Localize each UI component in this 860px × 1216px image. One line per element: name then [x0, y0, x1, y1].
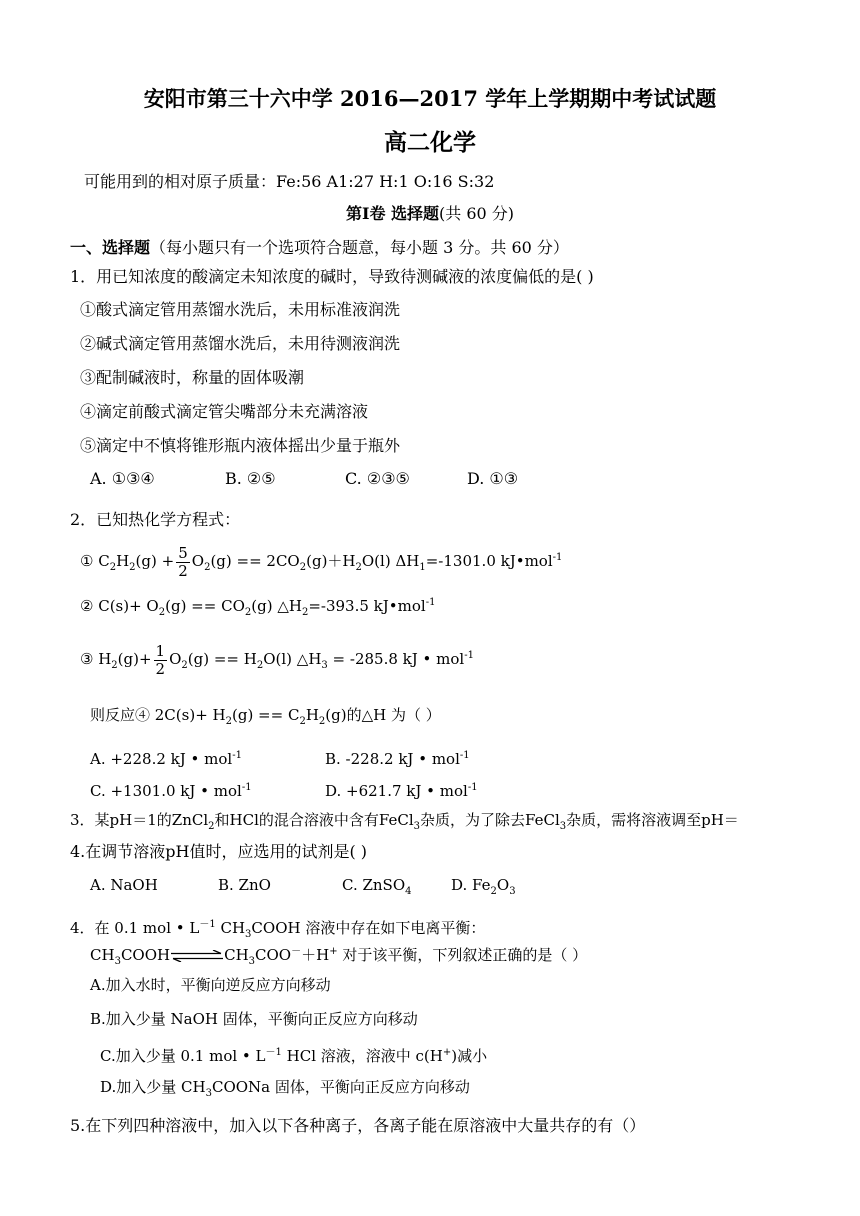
q1-option-a: A. ①③④	[90, 469, 155, 488]
eq1-sub: 1	[419, 562, 426, 573]
q3-option-c	[342, 875, 412, 902]
q2-equation-3	[80, 638, 474, 684]
q5-stem: 5.在下列四种溶液中，加入以下各种离子，各离子能在原溶液中大量共存的有（）	[70, 1116, 646, 1135]
option-sub: 3	[509, 886, 516, 897]
option-sup: -1	[241, 782, 252, 793]
q4-eq-text: COO	[255, 946, 292, 964]
q1-option-b: B. ②⑤	[225, 469, 276, 488]
eq3-text: = -285.8 kJ • mol	[327, 650, 465, 668]
option-text: COONa 固体，平衡向正反应方向移动	[211, 1078, 470, 1096]
eq1-text: (g) == 2CO	[210, 552, 300, 570]
q3-line-1	[70, 810, 739, 837]
option-text: D.加入少量 CH	[100, 1078, 206, 1096]
q3-option-d	[451, 875, 516, 902]
q4-sup: －1	[199, 919, 216, 930]
eq1-text: ① C	[80, 552, 110, 570]
reaction4-sub: 2	[225, 716, 232, 727]
eq1-text: (g) +	[135, 552, 175, 570]
eq3-sub: 2	[181, 660, 188, 671]
reaction4-text: 则反应④ 2C(s)+ H	[90, 706, 226, 724]
q2-option-b	[325, 746, 470, 769]
q1-item-4: ④滴定前酸式滴定管尖嘴部分未充满溶液	[80, 402, 369, 421]
q1-option-d: D. ①③	[467, 469, 519, 488]
option-text: C. +1301.0 kJ • mol	[90, 782, 242, 800]
option-text: D. Fe	[451, 876, 491, 894]
q1-item-3: ③配制碱液时，称量的固体吸潮	[80, 368, 305, 387]
q3-option-b: B. ZnO	[218, 876, 271, 894]
eq2-text: (g) △H	[251, 597, 302, 615]
option-sup: －1	[265, 1047, 282, 1058]
q4-option-c	[100, 1043, 487, 1066]
q4-option-d	[100, 1077, 470, 1104]
eq1-sub: 2	[129, 562, 136, 573]
q3-text: 杂质，为了除去FeCl	[420, 811, 560, 829]
eq1-sub: 2	[299, 562, 307, 573]
reaction4-sub: 2	[318, 716, 326, 727]
q4-text: 4．在 0.1 mol • L	[70, 919, 200, 937]
eq2-sub: 2	[244, 607, 252, 618]
q2-equation-1	[80, 540, 562, 586]
eq1-text: H	[116, 552, 130, 570]
reaction4-text: (g)的△H 为（ ）	[325, 706, 441, 724]
part1-instructions: （每小题只有一个选项符合题意，每小题 3 分。共 60 分）	[150, 238, 569, 257]
q4-eq-sup: －	[291, 946, 302, 957]
q4-eq-text: CH	[90, 946, 115, 964]
subject-title: 高二化学	[384, 129, 476, 156]
eq3-text: (g)+	[117, 650, 152, 668]
eq3-text: O	[169, 650, 182, 668]
q1-stem: 1．用已知浓度的酸滴定未知浓度的碱时，导致待测碱液的浓度偏低的是( )	[70, 267, 594, 286]
eq3-sub: 2	[111, 660, 118, 671]
fraction-denominator: 2	[155, 659, 166, 678]
exam-title: 安阳市第三十六中学 2016—2017 学年上学期期中考试试题	[143, 86, 717, 111]
section-title: 第Ⅰ卷 选择题	[345, 204, 440, 223]
eq1-text: O(l) ΔH	[361, 552, 420, 570]
eq1-sup: -1	[552, 552, 563, 563]
q4-eq-sup: +	[329, 946, 338, 957]
q4-eq-text: CH	[224, 946, 249, 964]
fraction-numerator: 1	[155, 641, 166, 660]
equilibrium-arrow-icon	[171, 950, 223, 962]
fraction-numerator: 5	[178, 543, 188, 562]
q2-equation-2	[80, 593, 435, 623]
q4-eq-text: COOH	[120, 946, 171, 964]
eq3-text: (g) == H	[187, 650, 257, 668]
option-sub: 3	[205, 1088, 212, 1099]
q1-item-1: ①酸式滴定管用蒸馏水洗后，未用标准液润洗	[80, 300, 401, 319]
section-points: (共 60 分)	[439, 204, 515, 223]
q3-text: 3．某pH＝1的ZnCl	[70, 811, 209, 829]
q3-sub: 3	[559, 821, 567, 832]
eq2-text: ② C(s)+ O	[80, 597, 159, 615]
q3-text: 和HCl的混合溶液中含有FeCl	[214, 811, 414, 829]
option-text: D. +621.7 kJ • mol	[325, 782, 468, 800]
q3-line-2: 4.在调节溶液pH值时，应选用的试剂是( )	[70, 842, 368, 861]
eq1-fraction	[176, 545, 190, 580]
option-sub: 4	[405, 886, 412, 897]
eq3-sup: -1	[464, 650, 474, 661]
option-text: A. +228.2 kJ • mol	[90, 750, 233, 768]
eq1-text: =-1301.0 kJ•mol	[425, 552, 553, 570]
q4-eq-sub: 3	[248, 956, 256, 967]
q2-reaction-4	[90, 705, 441, 732]
option-text: )减小	[451, 1047, 488, 1065]
option-text: C. ZnSO	[342, 876, 406, 894]
eq2-sub: 2	[301, 607, 309, 618]
option-sup: -1	[459, 750, 470, 761]
eq1-sub: 2	[204, 562, 211, 573]
option-text: B. -228.2 kJ • mol	[325, 750, 460, 768]
q2-option-d	[325, 778, 478, 801]
q4-text: COOH 溶液中存在如下电离平衡：	[251, 919, 486, 937]
atomic-masses-line: 可能用到的相对原子质量：Fe:56 A1:27 H:1 O:16 S:32	[84, 172, 495, 191]
q1-item-5: ⑤滴定中不慎将锥形瓶内液体摇出少量于瓶外	[80, 436, 401, 455]
q1-item-2: ②碱式滴定管用蒸馏水洗后，未用待测液润洗	[80, 334, 401, 353]
eq2-sub: 2	[158, 607, 166, 618]
q4-eq-tail: 对于该平衡，下列叙述正确的是（ ）	[337, 946, 588, 964]
option-sup: +	[442, 1047, 452, 1058]
reaction4-text: H	[305, 706, 319, 724]
option-sup: -1	[467, 782, 478, 793]
q3-sub: 2	[208, 821, 215, 832]
option-text: O	[496, 876, 510, 894]
part1-heading-line	[70, 238, 569, 258]
part1-heading: 一、选择题	[70, 238, 151, 257]
reaction4-sub: 2	[299, 716, 306, 727]
eq3-text: ③ H	[80, 650, 112, 668]
q4-option-a: A.加入水时，平衡向逆反应方向移动	[90, 976, 331, 994]
q4-eq-text: ＋H	[301, 946, 330, 964]
q1-option-c: C. ②③⑤	[345, 469, 410, 488]
eq1-sub: 2	[109, 562, 117, 573]
eq2-text: (g) == CO	[165, 597, 245, 615]
q4-equilibrium	[90, 942, 587, 972]
q4-sub: 3	[245, 929, 252, 940]
fraction-denominator: 2	[178, 561, 188, 580]
eq3-text: O(l) △H	[263, 650, 322, 668]
option-text: HCl 溶液，溶液中 c(H	[281, 1047, 443, 1065]
eq3-sub: 3	[321, 660, 328, 671]
eq2-sup: -1	[425, 597, 436, 608]
eq1-text: O	[191, 552, 205, 570]
eq2-text: =-393.5 kJ•mol	[308, 597, 426, 615]
q2-option-c	[90, 778, 252, 801]
q4-text: CH	[215, 919, 246, 937]
option-sup: -1	[232, 750, 242, 761]
eq1-text: (g)＋H	[306, 552, 356, 570]
q4-stem	[70, 915, 485, 945]
q3-text: 杂质，需将溶液调至pH＝	[566, 811, 739, 829]
reaction4-text: (g) == C	[231, 706, 300, 724]
q4-eq-sub: 3	[114, 956, 121, 967]
q3-sub: 3	[413, 821, 420, 832]
eq3-fraction	[154, 643, 168, 678]
q2-stem: 2．已知热化学方程式：	[70, 510, 241, 529]
eq1-sub: 2	[355, 562, 362, 573]
section-heading	[0, 204, 860, 224]
q3-option-a: A. NaOH	[90, 876, 158, 894]
eq3-sub: 2	[256, 660, 264, 671]
option-text: C.加入少量 0.1 mol • L	[100, 1047, 266, 1065]
option-sub: 2	[490, 886, 497, 897]
q4-option-b: B.加入少量 NaOH 固体，平衡向正反应方向移动	[90, 1010, 418, 1028]
q2-option-a	[90, 746, 242, 769]
